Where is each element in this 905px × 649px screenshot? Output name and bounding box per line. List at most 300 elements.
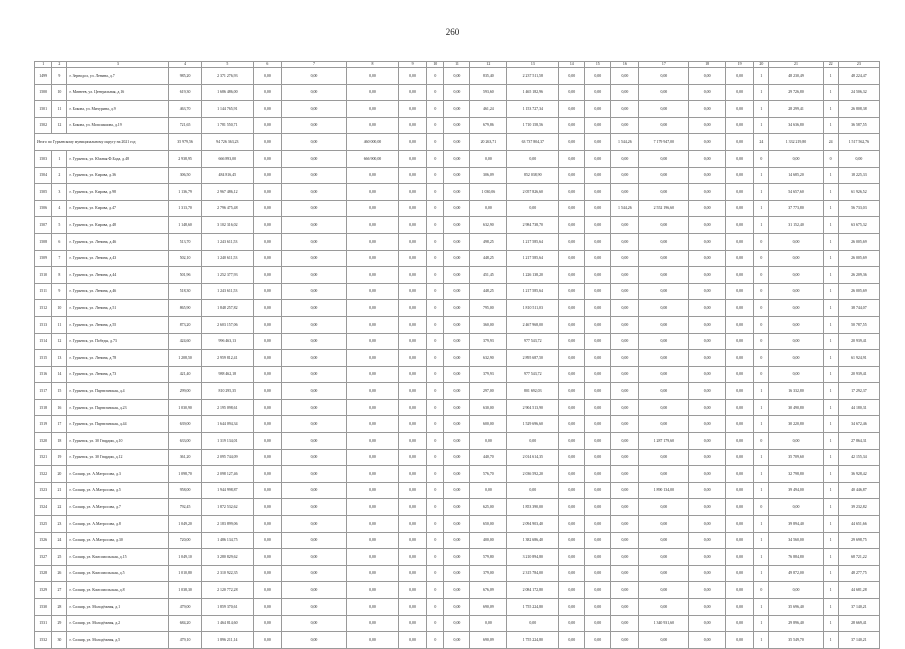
table-cell: 1514 [35,333,52,350]
table-cell: 650,00 [470,516,507,533]
table-cell: 0,00 [444,350,470,367]
table-cell: 0,00 [559,250,585,267]
table-cell: 0 [754,333,769,350]
table-cell: 0 [427,466,444,483]
table-cell: 0,00 [611,333,639,350]
table-cell: 0,00 [689,433,726,450]
table-cell: 0,00 [726,350,754,367]
table-cell: 0,00 [726,549,754,566]
table-cell: 0 [427,582,444,599]
table-cell: 0,00 [639,532,689,549]
table-row [35,68,880,85]
table-cell: 0,00 [611,267,639,284]
table-cell: 0,00 [585,300,611,317]
table-cell: 1 [823,316,838,333]
table-cell: 379,00 [470,565,507,582]
table-cell: 0,00 [689,582,726,599]
subtotal-cell: 0,00 [281,134,346,151]
table-cell: 0,00 [639,565,689,582]
table-cell: 0,00 [559,582,585,599]
table-cell: 451,45 [470,267,507,284]
table-cell: 0,00 [611,582,639,599]
column-number-cell: 19 [726,62,754,68]
column-number-cell: 8 [346,62,398,68]
table-cell: 0,00 [444,316,470,333]
table-cell: 1507 [35,217,52,234]
table-cell: 0,00 [726,283,754,300]
table-cell: 1 049,10 [169,549,202,566]
table-cell: 0 [754,267,769,284]
table-cell: 26 808,38 [838,101,879,118]
table-cell: 0,00 [585,84,611,101]
table-row [35,233,880,250]
table-cell: 2 183 899,06 [201,516,253,533]
table-row [35,267,880,284]
table-row [35,333,880,350]
table-cell: 0,00 [611,615,639,632]
table-cell: 1 890 134,00 [639,482,689,499]
table-row [35,84,880,101]
subtotal-cell: 460 000,00 [346,134,398,151]
table-cell: 0,00 [585,150,611,167]
table-cell: 0,00 [398,333,426,350]
table-cell: 34 672,46 [838,416,879,433]
table-cell: 0,00 [611,399,639,416]
table-cell: 0,00 [689,449,726,466]
table-cell: 0,00 [689,167,726,184]
table-cell: 0,00 [253,84,281,101]
table-cell: 3 [52,184,67,201]
table-cell: 0,00 [398,582,426,599]
table-cell: 0,00 [281,101,346,118]
table-cell: 61 926,52 [838,184,879,201]
table-cell: 18 [52,433,67,450]
table-cell: 0,00 [444,300,470,317]
table-cell: 0,00 [726,200,754,217]
table-cell: 0,00 [585,466,611,483]
table-cell: 0,00 [639,283,689,300]
table-cell: 0,00 [253,101,281,118]
table-cell: 20 [52,466,67,483]
table-cell: 306,09 [470,167,507,184]
table-cell: 1 049,20 [169,516,202,533]
table-cell: 37 140,21 [838,599,879,616]
table-cell: 0,00 [726,482,754,499]
table-cell: 2 967 486,12 [201,184,253,201]
table-cell: 1 313,70 [169,200,202,217]
subtotal-cell: 0,00 [398,134,426,151]
table-cell: 0,00 [346,101,398,118]
table-cell: 379,93 [470,333,507,350]
table-cell: 0,00 [398,366,426,383]
column-number-cell: 17 [639,62,689,68]
table-cell: 0,00 [559,68,585,85]
table-cell: 1 098,70 [169,466,202,483]
table-cell: 26 209,36 [838,267,879,284]
table-cell: 0,00 [470,482,507,499]
table-cell: 0,00 [444,599,470,616]
table-cell: 0 [754,250,769,267]
table-cell: 958,00 [169,482,202,499]
table-row [35,250,880,267]
table-cell: 0,00 [689,383,726,400]
table-cell: 0,00 [559,167,585,184]
table-cell: 0,00 [726,449,754,466]
address-cell: г. Гурьевск, ул. Кирова, д.36 [67,167,169,184]
column-number-cell: 4 [169,62,202,68]
table-cell: 0,00 [398,350,426,367]
address-cell: г. Салаир, ул. Молодёжная, д.5 [67,632,169,649]
table-cell: 0,00 [281,383,346,400]
table-cell: 0,00 [398,433,426,450]
table-row [35,316,880,333]
table-cell: 1 781 550,71 [201,117,253,134]
table-cell: 25 [52,549,67,566]
table-cell: 0 [427,549,444,566]
table-cell: 0,00 [559,84,585,101]
table-cell: 27 864,31 [838,433,879,450]
table-cell: 0,00 [398,449,426,466]
table-cell: 977 543,72 [507,366,559,383]
table-cell: 40 446,87 [838,482,879,499]
table-cell: 0 [427,350,444,367]
table-cell: 0,00 [726,416,754,433]
table-cell: 0,00 [281,250,346,267]
table-cell: 2 [52,167,67,184]
table-cell: 1 252 377,93 [201,267,253,284]
table-cell: 31 152,40 [769,217,823,234]
table-cell: 1 [823,383,838,400]
table-cell: 0,00 [689,416,726,433]
table-cell: 0,00 [639,399,689,416]
table-cell: 0,00 [689,283,726,300]
table-cell: 0,00 [444,250,470,267]
subtotal-label: Итого по Гурьевскому муниципальному округу на 2021 год [35,134,169,151]
table-cell: 1 [754,482,769,499]
table-cell: 1 [823,599,838,616]
table-cell: 0,00 [281,267,346,284]
table-cell: 0,00 [559,565,585,582]
table-cell: 1 [823,632,838,649]
table-cell: 0,00 [689,300,726,317]
table-cell: 0,00 [346,565,398,582]
table-cell: 0,00 [689,150,726,167]
table-cell: 0,00 [585,184,611,201]
table-cell: 461,24 [470,101,507,118]
table-cell: 29 [52,615,67,632]
table-cell: 1 [823,532,838,549]
table-cell: 1506 [35,200,52,217]
table-cell: 0,00 [398,565,426,582]
table-cell: 0,00 [281,84,346,101]
table-cell: 1 872 532,62 [201,499,253,516]
subtotal-cell: 0,00 [689,134,726,151]
table-cell: 0,00 [769,267,823,284]
table-cell: 0,00 [253,416,281,433]
table-cell: 2 084 172,80 [507,582,559,599]
table-cell: 0,00 [346,615,398,632]
table-cell: 1 [823,449,838,466]
table-cell: 0,00 [689,516,726,533]
table-cell: 0,00 [559,516,585,533]
table-cell: 0,00 [726,333,754,350]
address-cell: г. Салаир, ул. Комсомольская, д.8 [67,582,169,599]
table-cell: 1 [754,68,769,85]
table-cell: 28 669,41 [838,615,879,632]
table-cell: 0 [754,366,769,383]
table-cell: 0,00 [559,632,585,649]
table-cell: 1 [823,84,838,101]
column-number-cell: 14 [559,62,585,68]
column-number-cell: 18 [689,62,726,68]
table-cell: 12 [52,333,67,350]
table-cell: 0,00 [726,615,754,632]
table-cell: 1511 [35,283,52,300]
table-cell: 0,00 [559,466,585,483]
table-cell: 518,30 [169,283,202,300]
table-cell: 0,00 [611,184,639,201]
table-cell: 0,00 [559,267,585,284]
table-cell: 0,00 [726,532,754,549]
table-cell: 12 [52,117,67,134]
table-cell: 0,00 [346,68,398,85]
table-cell: 1513 [35,316,52,333]
table-cell: 400,00 [470,532,507,549]
table-cell: 18 225,33 [838,167,879,184]
table-cell: 0,00 [769,316,823,333]
table-cell: 0,00 [444,366,470,383]
table-cell: 0,00 [689,267,726,284]
table-cell: 0,00 [769,150,823,167]
table-cell: 1515 [35,350,52,367]
table-cell: 625,00 [470,499,507,516]
table-cell: 0,00 [611,433,639,450]
table-cell: 26 005,69 [838,250,879,267]
table-cell: 2 552 196,60 [639,200,689,217]
table-cell: 0,00 [470,200,507,217]
table-cell: 0,00 [444,399,470,416]
table-cell: 0,00 [444,632,470,649]
address-cell: г. Гурьевск, ул. 30 Гвардии, д.10 [67,433,169,450]
table-cell: 0,00 [726,267,754,284]
table-cell: 0,00 [559,599,585,616]
table-cell: 0 [427,217,444,234]
table-cell: 44 651,66 [838,516,879,533]
table-cell: 666 900,00 [346,150,398,167]
table-cell: 0,00 [281,333,346,350]
table-cell: 0,00 [689,84,726,101]
column-number-cell: 6 [253,62,281,68]
table-cell: 0,00 [611,516,639,533]
table-cell: 0,00 [253,366,281,383]
table-cell: 0,00 [585,217,611,234]
table-cell: 0,00 [398,416,426,433]
table-cell: 0,00 [398,117,426,134]
table-cell: 0,00 [611,482,639,499]
table-cell: 0,00 [611,283,639,300]
table-cell: 1 [754,101,769,118]
table-cell: 61 924,91 [838,350,879,367]
table-cell: 0,00 [346,416,398,433]
table-row [35,184,880,201]
table-cell: 720,00 [169,532,202,549]
table-cell: 852 038,90 [507,167,559,184]
table-cell: 0,00 [585,549,611,566]
table-cell: 0,00 [726,68,754,85]
table-cell: 21 [52,482,67,499]
table-cell: 0,00 [346,316,398,333]
table-cell: 0 [427,449,444,466]
table-cell: 0,00 [611,233,639,250]
table-cell: 1 755 224,80 [507,599,559,616]
table-cell: 0,00 [281,632,346,649]
table-cell: 0,00 [559,433,585,450]
table-cell: 0,00 [253,482,281,499]
table-cell: 0,00 [611,366,639,383]
table-cell: 0,00 [769,233,823,250]
table-cell: 0,00 [639,582,689,599]
table-cell: 0,00 [769,582,823,599]
table-cell: 0,00 [585,333,611,350]
table-cell: 0,00 [444,167,470,184]
table-cell: 1499 [35,68,52,85]
table-cell: 0,00 [398,316,426,333]
table-cell: 0,00 [398,532,426,549]
table-cell: 0,00 [611,599,639,616]
table-cell: 2 237 511,58 [507,68,559,85]
table-cell: 1504 [35,167,52,184]
table-cell: 0,00 [346,433,398,450]
table-cell: 1 810 511,03 [507,300,559,317]
table-cell: 721,65 [169,117,202,134]
table-cell: 297,00 [470,383,507,400]
table-cell: 0,00 [559,399,585,416]
table-cell: 1 [52,150,67,167]
table-cell: 0,00 [253,217,281,234]
table-cell: 0,00 [559,200,585,217]
table-cell: 0,00 [346,283,398,300]
table-cell: 0,00 [585,117,611,134]
table-cell: 0,00 [253,433,281,450]
table-cell: 1 153 727,34 [507,101,559,118]
table-row [35,416,880,433]
address-cell: г. Гурьевск, ул. Ленина, д.78 [67,350,169,367]
table-cell: 1 217 585,64 [507,233,559,250]
table-cell: 0 [754,300,769,317]
table-cell: 0,00 [689,565,726,582]
table-cell: 1501 [35,101,52,118]
table-cell: 44 681,28 [838,582,879,599]
table-cell: 0,00 [444,117,470,134]
table-cell: 1 243 611,53 [201,233,253,250]
table-cell: 0 [754,582,769,599]
table-cell: 0,00 [689,399,726,416]
table-cell: 1 208,50 [169,350,202,367]
page-number: 260 [445,27,460,37]
table-cell: 10 [52,300,67,317]
table-cell: 0,00 [346,250,398,267]
table-cell: 0 [427,565,444,582]
table-cell: 1 217 585,64 [507,250,559,267]
table-cell: 0,00 [639,416,689,433]
table-cell: 1 465 182,96 [507,84,559,101]
table-cell: 679,86 [470,117,507,134]
table-cell: 15 [52,383,67,400]
table-cell: 0,00 [444,532,470,549]
subtotal-cell: 24 [754,134,769,151]
address-cell: г. Салаир, ул. А.Матросова, д.30 [67,532,169,549]
table-cell: 0,00 [689,615,726,632]
table-cell: 360,00 [470,316,507,333]
table-cell: 0,00 [253,167,281,184]
table-cell: 1 [754,84,769,101]
table-row [35,549,880,566]
table-cell: 0,00 [611,117,639,134]
table-cell: 0 [427,267,444,284]
table-cell: 0,00 [253,399,281,416]
table-cell: 0,00 [444,516,470,533]
table-cell: 0,00 [559,383,585,400]
table-cell: 1 217 585,64 [507,283,559,300]
table-cell: 0,00 [611,350,639,367]
table-cell: 0 [427,184,444,201]
table-cell: 676,09 [470,582,507,599]
table-cell: 0,00 [585,267,611,284]
table-cell: 0,00 [346,366,398,383]
table-cell: 29 726,80 [769,84,823,101]
table-cell: 37 773,80 [769,200,823,217]
address-cell: г. Матвеев, ул. Центральная, д.16 [67,84,169,101]
table-cell: 0,00 [689,482,726,499]
subtotal-cell: 94 726 363,23 [201,134,253,151]
table-cell: 1 [754,383,769,400]
subtotal-cell: 63 737 804,37 [507,134,559,151]
table-cell: 0,00 [585,200,611,217]
table-cell: 0,00 [585,316,611,333]
table-cell: 26 [52,565,67,582]
table-cell: 1 [823,333,838,350]
table-cell: 0,00 [639,150,689,167]
table-cell: 0,00 [585,350,611,367]
address-cell: г. Гурьевск, ул. Ленина, д.46 [67,233,169,250]
column-number-cell: 21 [769,62,823,68]
table-cell: 23 [52,516,67,533]
table-cell: 0,00 [769,333,823,350]
table-cell: 1 144 765,91 [201,101,253,118]
table-cell: 36 928,42 [838,466,879,483]
table-cell: 0,00 [689,200,726,217]
table-cell: 0,00 [470,615,507,632]
table-cell: 0,00 [398,250,426,267]
table-cell: 0,00 [253,316,281,333]
table-cell: 0,00 [253,333,281,350]
table-cell: 666 893,00 [201,150,253,167]
table-cell: 0 [754,433,769,450]
address-cell: г. Салаир, ул. Комсомольская, д.15 [67,549,169,566]
table-cell: 0,00 [398,599,426,616]
table-cell: 0,00 [838,150,879,167]
table-cell: 0,00 [689,184,726,201]
subtotal-cell: 0,00 [559,134,585,151]
table-cell: 0,00 [398,283,426,300]
table-cell: 0,00 [253,250,281,267]
table-cell: 0,00 [611,68,639,85]
table-cell: 1 030,06 [470,184,507,201]
table-cell: 1528 [35,565,52,582]
column-number-cell: 11 [444,62,470,68]
table-cell: 9 [52,68,67,85]
table-cell: 0,00 [639,350,689,367]
